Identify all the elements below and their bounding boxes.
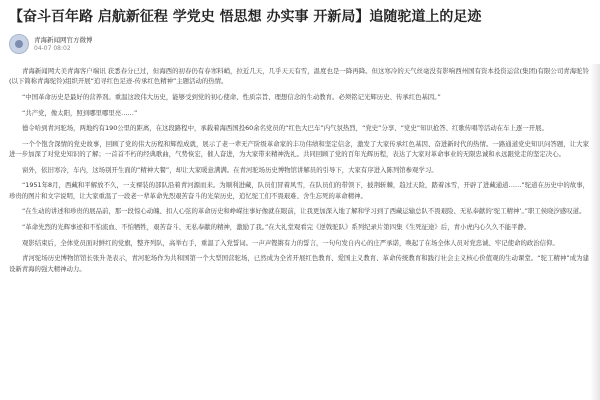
paragraph: “革命先烈的光辉事迹和不怕流血、不怕牺牲，艰苦奋斗、无私奉献的精神，激励了我。”在大礼堂观看完《逆戟驼队》系列纪录片第四集《生死征途》后，青小虎内心久久不能平静。 bbox=[22, 222, 531, 231]
paragraph: “共产党，像太阳，照到哪里哪里亮……” bbox=[22, 108, 138, 117]
source-name[interactable]: 青海新闻网官方微博 bbox=[34, 36, 93, 44]
source-avatar-icon[interactable] bbox=[9, 34, 29, 54]
paragraph: “中国革命历史是最好的营养剂。重温这段伟大历史，能够受到党的初心使命、性质宗旨、理想信念的生动教育。必须铭记光辉历史、传承红色基因。” bbox=[22, 93, 441, 101]
paragraph: 一个个饱含深情的党史故事，回顾了党的伟大历程和辉煌成就，展示了老一辈无产阶级革命家的丰功伟绩和坚定信念，激发了大家传承红色基因、奋进新时代的热情。一路通道党史知识问答题，让大家进一步加深了对党史知识的了解；一首首不朽的经典歌曲，气势恢宏，催人奋进，为大家带来精神洗礼。共同回顾了党的百年光辉历程，表达了大家对革命事业的无限忠诚和永远跟党走的坚定决心。 bbox=[9, 139, 589, 159]
paragraph: “在生动的讲述和珍贵的展品前，那一段惊心动魄、扣人心弦的革命历史和峥嵘往事好像就在眼前，让我更加深入地了解和学习到了西藏运输总队不畏艰险、无私奉献的‘驼工精神’。”职工侯晓汐感叹道。 bbox=[22, 207, 586, 216]
scroll-edge-shade bbox=[590, 64, 600, 400]
paragraph: “1951年8月，西藏和平解放不久，一支裸装的部队沿着青河源而来。为顺利进藏，队员们冒着风雪，在队员们的带领下，披荆斩棘，趋过天险，踏着冰雪，开辟了进藏通道……”驼道在历史中的故事，珍贵的图片和文字说明，让大家重温了一段老一辈革命先烈艰苦奋斗的光荣历史，追忆驼工们不畏艰难、舍生忘死的革命精神。 bbox=[9, 181, 589, 200]
publish-date: 04-07 08:02 bbox=[34, 45, 71, 52]
paragraph: 观影结束后，全体党员面对鲜红的党旗，整齐列队，高举右手，重温了入党誓词。一声声铿锵有力的誓言，一句句发自内心的庄严承诺，唤起了在场全体人员对党忠诚、牢记使命的政治信仰。 bbox=[22, 238, 559, 247]
article-body bbox=[9, 66, 589, 400]
paragraph: 德令哈到青河驼场，两地约有190公里的距离，在这段路程中，承载着海西国投60余名党员的“红色大巴车”内气氛热烈，“党史”分享、“党史”知识抢答、红歌传唱等活动在车上逐一开展。 bbox=[22, 124, 548, 133]
paragraph: 窗外，依旧寒冷，车内，这场别开生面的“精神大餐”，却让大家暖意满满。在青河驼场历史博物馆讲解员的引导下，大家有序进入陈列馆参观学习。 bbox=[22, 165, 438, 174]
paragraph: 青海新闻网大美青海客户端讯 获悉春分已过，但海西的初春仍有春寒料峭，拉近几天，几乎天天有雪，温度也是一降再降。但这寒冷的天气丝毫没有影响西州国有资本投资运营(集团)有限公司青海驼铃(以下简称青海驼铃)组织开展“追寻红色足迹-传承红色精神”主题活动的热情。 bbox=[9, 67, 589, 86]
source-info[interactable] bbox=[9, 34, 209, 58]
paragraph: 青河驼场历史博物馆馆长张升尧表示，青河驼场作为共和国第一个大型国营驼场，已然成为全省开展红色教育、爱国主义教育、革命传统教育和践行社会主义核心价值观的生动课堂。“驼工精神”成为建设新青海的强大精神动力。 bbox=[9, 254, 589, 273]
article-title: 【奋斗百年路 启航新征程 学党史 悟思想 办实事 开新局】追随驼道上的足迹 bbox=[9, 9, 482, 25]
